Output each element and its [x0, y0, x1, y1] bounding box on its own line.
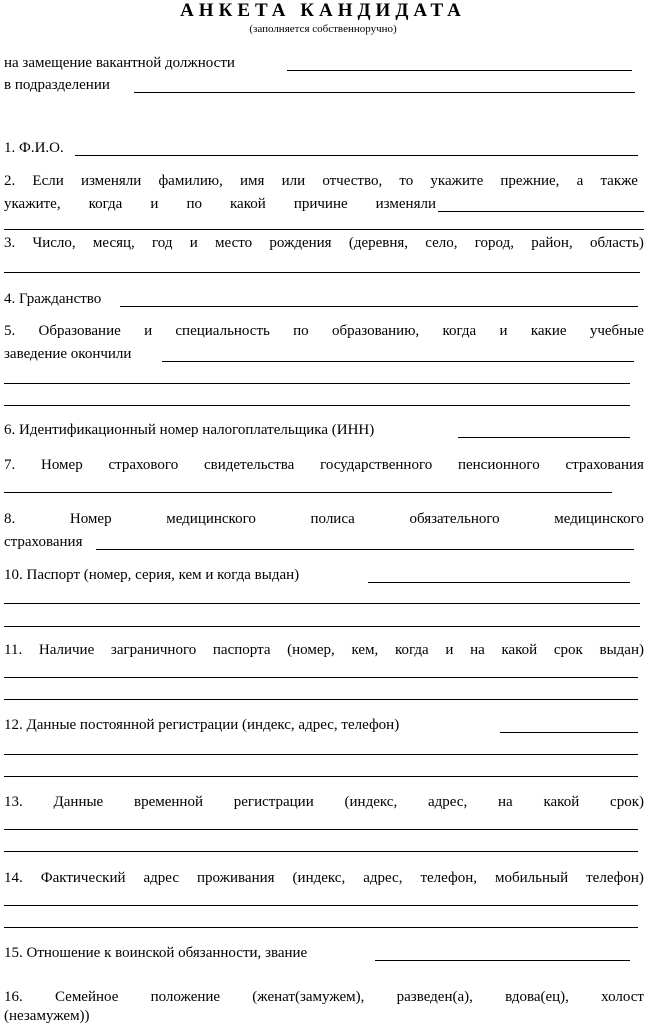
passport-field-3[interactable] — [4, 626, 640, 627]
fio-field[interactable] — [75, 155, 638, 156]
word: 11. — [4, 642, 23, 658]
word: медицинского — [554, 511, 644, 527]
military-field[interactable] — [375, 960, 630, 961]
word: прежние, — [500, 173, 560, 189]
word: телефон) — [586, 870, 644, 886]
citizenship-field[interactable] — [120, 306, 638, 307]
word: фамилию, — [158, 173, 223, 189]
word: Номер — [41, 457, 83, 473]
form-subtitle: (заполняется собственноручно) — [249, 23, 397, 35]
word: телефон, — [420, 870, 477, 886]
education-field-1[interactable] — [162, 361, 634, 362]
word: Номер — [69, 511, 112, 527]
word: паспорта — [212, 642, 271, 658]
word: 8. — [4, 511, 16, 527]
actual-address-field-1[interactable] — [4, 905, 638, 906]
temporary-registration-question — [4, 793, 644, 811]
word: Семейное — [54, 989, 119, 1005]
pension-field[interactable] — [4, 492, 612, 493]
word: район, — [531, 235, 573, 251]
word: кем, — [351, 642, 379, 658]
word: страхования — [565, 457, 644, 473]
word: и — [150, 196, 159, 212]
education-question — [4, 322, 644, 340]
foreign-passport-field-1[interactable] — [4, 677, 638, 678]
word: 2. — [4, 173, 16, 189]
word: вдова(ец), — [505, 989, 569, 1005]
permanent-registration-field-1[interactable] — [500, 732, 638, 733]
word: и — [499, 323, 508, 339]
word: срок) — [610, 794, 644, 810]
word: укажите, — [4, 196, 61, 212]
word: когда — [442, 323, 477, 339]
word: медицинского — [166, 511, 256, 527]
medical-policy-field[interactable] — [96, 549, 634, 550]
word: (номер, — [287, 642, 335, 658]
inn-label: 6. Идентификационный номер налогоплательщика (ИНН) — [4, 422, 375, 438]
word: срок — [553, 642, 583, 658]
word: временной — [134, 794, 203, 810]
word: город, — [474, 235, 514, 251]
word: Образование — [38, 323, 121, 339]
word: (деревня, — [348, 235, 409, 251]
word: по — [293, 323, 309, 339]
word: (индекс, — [344, 794, 398, 810]
permanent-registration-label: 12. Данные постоянной регистрации (индекс, адрес, телефон) — [4, 717, 400, 733]
word: рождения — [269, 235, 332, 251]
word: свидетельства — [203, 457, 295, 473]
form-title: АНКЕТА КАНДИДАТА — [180, 0, 466, 21]
word: страхового — [108, 457, 179, 473]
military-label: 15. Отношение к воинской обязанности, звание — [4, 945, 308, 961]
word: образованию, — [331, 323, 420, 339]
citizenship-label: 4. Гражданство — [4, 291, 102, 307]
temporary-registration-field-1[interactable] — [4, 829, 638, 830]
word: мобильный — [495, 870, 569, 886]
department-field[interactable] — [134, 92, 635, 93]
word: положение — [150, 989, 221, 1005]
word: год — [152, 235, 173, 251]
foreign-passport-field-2[interactable] — [4, 699, 638, 700]
surname-change-field-2[interactable] — [4, 229, 644, 230]
word: место — [215, 235, 253, 251]
word: когда — [88, 196, 123, 212]
word: (индекс, — [292, 870, 346, 886]
word: 5. — [4, 323, 16, 339]
medical-policy-question-cont: страхования — [4, 534, 83, 550]
education-question-cont: заведение окончили — [4, 346, 132, 362]
word: область) — [589, 235, 644, 251]
word: Фактический — [40, 870, 126, 886]
word: укажите — [430, 173, 484, 189]
word: проживания — [197, 870, 275, 886]
word: и — [189, 235, 198, 251]
foreign-passport-question — [4, 641, 644, 659]
surname-change-question-cont — [4, 195, 436, 213]
word: Наличие — [38, 642, 95, 658]
word: 7. — [4, 457, 16, 473]
word: изменяли — [375, 196, 436, 212]
passport-label: 10. Паспорт (номер, серия, кем и когда выдан) — [4, 567, 300, 583]
word: также — [600, 173, 638, 189]
word: адрес, — [363, 870, 403, 886]
marital-status-question-cont: (незамужем)) — [4, 1008, 90, 1024]
fio-label: 1. Ф.И.О. — [4, 140, 64, 156]
word: (женат(замужем), — [252, 989, 365, 1005]
word: 3. — [4, 235, 16, 251]
word: какой — [543, 794, 580, 810]
actual-address-question — [4, 869, 644, 887]
word: 16. — [4, 989, 23, 1005]
word: причине — [293, 196, 348, 212]
word: имя — [240, 173, 265, 189]
birth-question — [4, 234, 644, 252]
word: учебные — [589, 323, 644, 339]
word: полиса — [310, 511, 355, 527]
word: по — [186, 196, 202, 212]
vacant-position-field[interactable] — [287, 70, 632, 71]
word: месяц, — [92, 235, 135, 251]
marital-status-question — [4, 988, 644, 1006]
word: выдан) — [599, 642, 644, 658]
word: изменяли — [80, 173, 142, 189]
word: какие — [530, 323, 567, 339]
word: Данные — [53, 794, 104, 810]
word: и — [144, 323, 153, 339]
word: 14. — [4, 870, 23, 886]
permanent-registration-field-3[interactable] — [4, 776, 638, 777]
word: пенсионного — [457, 457, 540, 473]
word: разведен(а), — [396, 989, 473, 1005]
surname-change-field-1[interactable] — [438, 211, 644, 212]
word: какой — [501, 642, 538, 658]
education-field-3[interactable] — [4, 405, 630, 406]
word: адрес — [143, 870, 179, 886]
vacant-position-label: на замещение вакантной должности — [4, 55, 235, 71]
word: адрес, — [427, 794, 468, 810]
pension-question — [4, 456, 644, 474]
word: регистрации — [233, 794, 314, 810]
actual-address-field-2[interactable] — [4, 927, 638, 928]
inn-field[interactable] — [458, 437, 630, 438]
word: какой — [230, 196, 266, 212]
word: село, — [425, 235, 458, 251]
education-field-2[interactable] — [4, 383, 630, 384]
word: или — [281, 173, 306, 189]
word: отчество, — [322, 173, 383, 189]
word: на — [470, 642, 485, 658]
permanent-registration-field-2[interactable] — [4, 754, 638, 755]
word: заграничного — [110, 642, 197, 658]
word: специальность — [175, 323, 270, 339]
surname-change-question — [4, 172, 638, 190]
word: Если — [32, 173, 64, 189]
passport-field-2[interactable] — [4, 603, 640, 604]
word: холост — [601, 989, 644, 1005]
word: государственного — [320, 457, 433, 473]
word: когда — [394, 642, 429, 658]
word: 13. — [4, 794, 23, 810]
word: обязательного — [409, 511, 500, 527]
word: а — [576, 173, 584, 189]
medical-policy-question — [4, 510, 644, 528]
word: на — [498, 794, 513, 810]
temporary-registration-field-2[interactable] — [4, 851, 638, 852]
word: Число, — [32, 235, 76, 251]
word: то — [399, 173, 414, 189]
passport-field-1[interactable] — [368, 582, 630, 583]
birth-field[interactable] — [4, 272, 640, 273]
department-label: в подразделении — [4, 77, 110, 93]
word: и — [445, 642, 454, 658]
